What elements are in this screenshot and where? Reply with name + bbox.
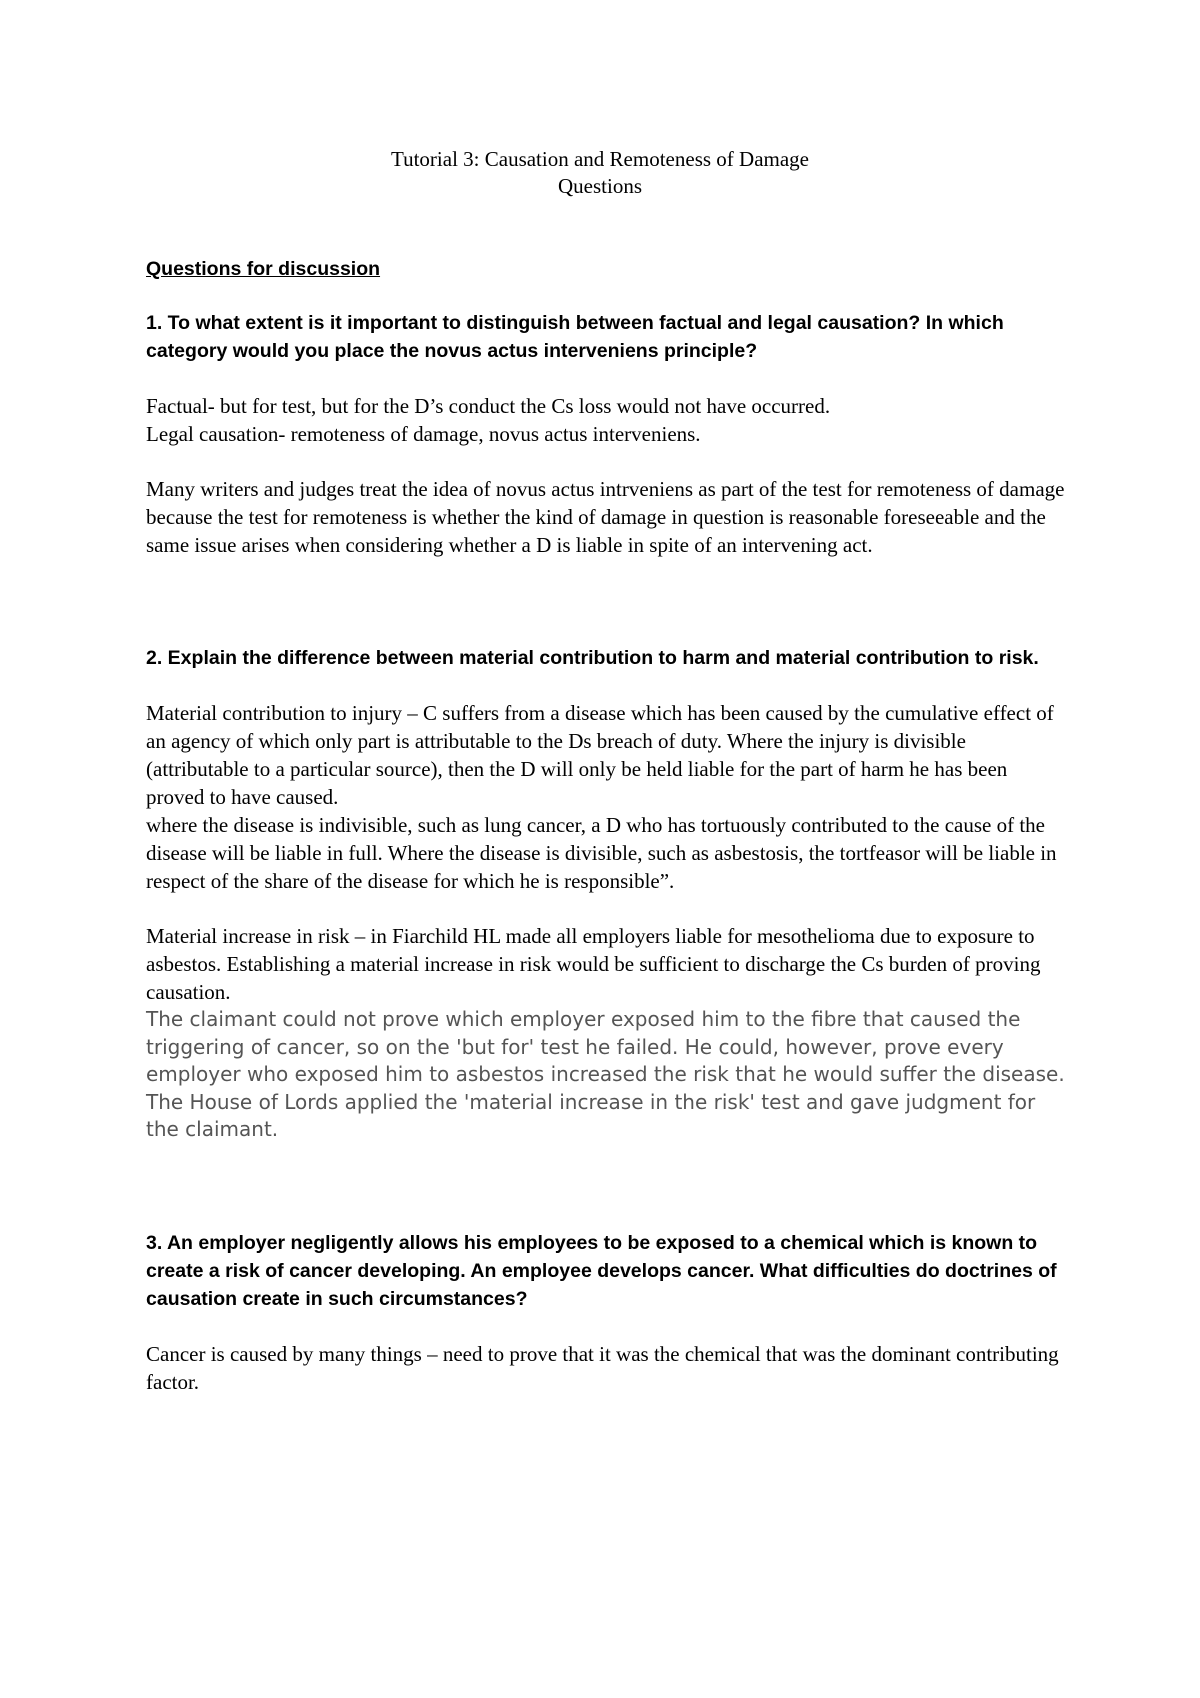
question-1: 1. To what extent is it important to distinguish between factual and legal causation? In which category would you place the novus actus interveniens principle? bbox=[146, 312, 1004, 362]
q1-answer-legal: Legal causation- remoteness of damage, novus actus interveniens. bbox=[146, 422, 701, 446]
title-block bbox=[0, 146, 1200, 200]
document-title: Tutorial 3: Causation and Remoteness of Damage bbox=[391, 147, 809, 171]
q3-answer: Cancer is caused by many things – need to prove that it was the chemical that was the dominant contributing factor. bbox=[146, 1341, 1059, 1394]
q2-answer-risk: Material increase in risk – in Fiarchild HL made all employers liable for mesothelioma due to exposure to asbestos. Establishing a material increase in risk would be sufficient to discharge the Cs burden of proving causation. bbox=[146, 924, 1041, 1004]
q2-fairchild-quote: The claimant could not prove which employer exposed him to the fibre that caused the triggering of cancer, so on the 'but for' test he failed. He could, however, prove every employer who exposed him to asbestos increased the risk that he would suffer the disease. The House of Lords applied the 'material increase in the risk' test and gave judgment for the claimant. bbox=[146, 1007, 1065, 1141]
section-heading: Questions for discussion bbox=[146, 258, 381, 280]
q1-answer-paragraph: Many writers and judges treat the idea of novus actus intrveniens as part of the test for remoteness of damage because the test for remoteness is whether the kind of damage in question is reasonable foreseeable and the same issue arises when considering whether a D is liable in spite of an intervening act. bbox=[146, 477, 1065, 557]
q1-answer-factual: Factual- but for test, but for the D’s conduct the Cs loss would not have occurred. bbox=[146, 394, 831, 418]
q2-answer-injury: Material contribution to injury – C suffers from a disease which has been caused by the cumulative effect of an agency of which only part is attributable to the Ds breach of duty. Where the injury is divisible (attributable to a particular source), then the D will only be held liable for the part of harm he has been proved to have caused. bbox=[146, 701, 1054, 809]
question-3: 3. An employer negligently allows his employees to be exposed to a chemical which is known to create a risk of cancer developing. An employee develops cancer. What difficulties do doctrines of causation create in such circumstances? bbox=[146, 1231, 1057, 1310]
document-body bbox=[146, 256, 1066, 1396]
document-subtitle: Questions bbox=[558, 174, 642, 198]
question-2: 2. Explain the difference between material contribution to harm and material contribution to risk. bbox=[146, 647, 1039, 669]
q2-answer-indivisible: where the disease is indivisible, such as lung cancer, a D who has tortuously contributed to the cause of the disease will be liable in full. Where the disease is divisible, such as asbestosis, the tortfeasor will be liable in respect of the share of the disease for which he is responsible”. bbox=[146, 813, 1057, 893]
